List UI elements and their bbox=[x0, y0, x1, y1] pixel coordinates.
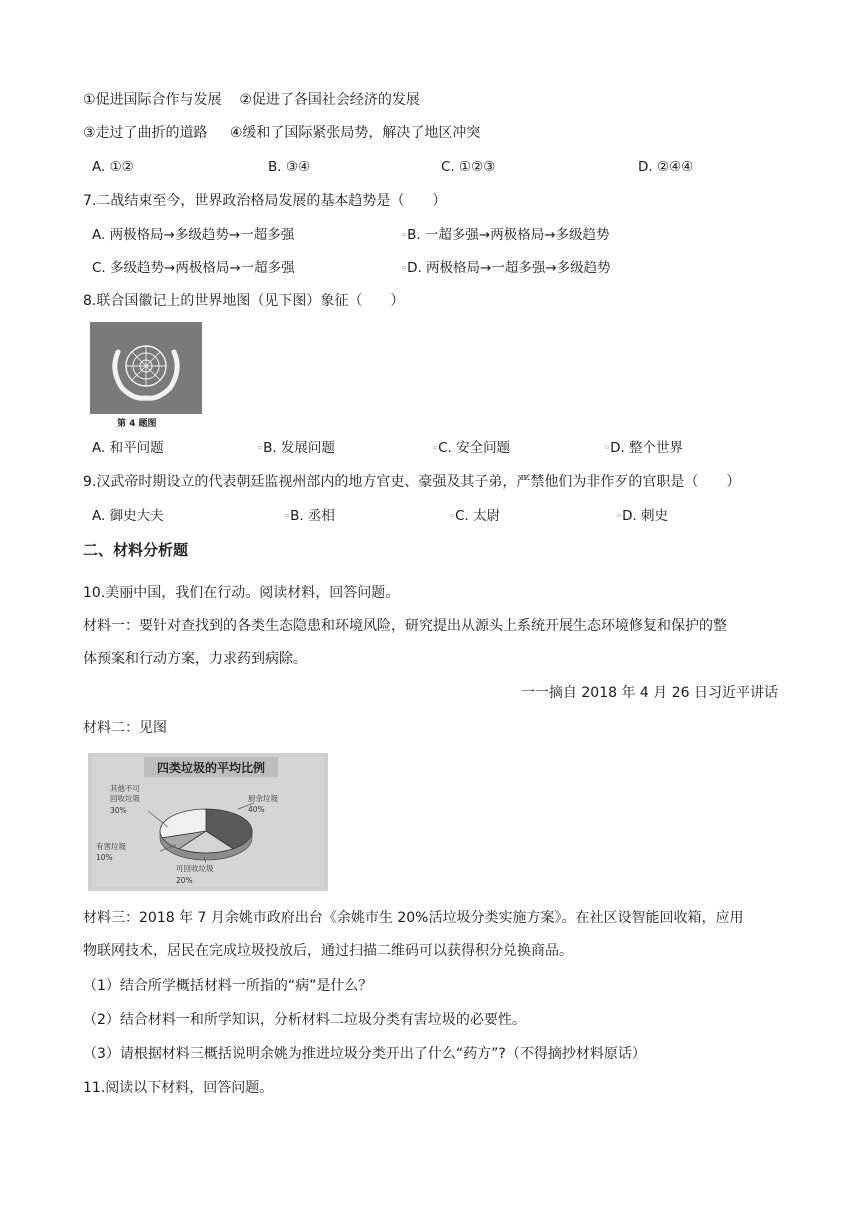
label-other-pct: 30% bbox=[110, 806, 127, 815]
statement-3-4-line bbox=[83, 123, 480, 143]
q8-option-c-wrap: ▫C. 安全问题 bbox=[433, 440, 511, 456]
q9-option-b: B. 丞相 bbox=[290, 508, 335, 524]
q8-option-b-wrap: ▫B. 发展问题 bbox=[258, 440, 335, 456]
sub-question-3: （3）请根据材料三概括说明余姚为推进垃圾分类开出了什么“药方”?（不得摘抄材料原话） bbox=[83, 1046, 646, 1062]
material-1-line-1: 材料一：要针对查找到的各类生态隐患和环境风险，研究提出从源头上系统开展生态环境修复和保护的整 bbox=[83, 618, 727, 634]
material-1-line-2: 体预案和行动方案，力求药到病除。 bbox=[83, 651, 307, 667]
label-other-line2: 回收垃圾 bbox=[110, 794, 140, 803]
q8-option-a: A. 和平问题 bbox=[92, 440, 164, 456]
q9-option-a: A. 御史大夫 bbox=[92, 508, 164, 524]
label-hazardous-pct: 10% bbox=[96, 853, 113, 862]
q9-option-c: C. 太尉 bbox=[455, 508, 501, 524]
garbage-pie-chart bbox=[88, 753, 328, 891]
label-recyclable-pct: 20% bbox=[176, 876, 193, 885]
q8-stem: 8.联合国徽记上的世界地图（见下图）象征（ ） bbox=[83, 293, 405, 309]
label-kitchen-pct: 40% bbox=[248, 805, 265, 814]
q8-option-b: B. 发展问题 bbox=[263, 440, 335, 456]
q7-option-b: B. 一超多强→两极格局→多级趋势 bbox=[407, 227, 610, 243]
material-3-line-1: 材料三：2018 年 7 月余姚市政府出台《余姚市生 20%活垃圾分类实施方案》。在社区设智能回收箱，应用 bbox=[83, 910, 744, 926]
q9-option-c-wrap: ▫C. 太尉 bbox=[450, 508, 501, 524]
q7-stem: 7.二战结束至今，世界政治格局发展的基本趋势是（ ） bbox=[83, 193, 447, 209]
q10-stem: 10.美丽中国，我们在行动。阅读材料，回答问题。 bbox=[83, 585, 400, 601]
material-2-label: 材料二：见图 bbox=[83, 720, 167, 736]
label-recyclable: 可回收垃圾 bbox=[176, 864, 214, 873]
q6-option-d: D. ②④④ bbox=[638, 159, 694, 175]
q6-option-b: B. ③④ bbox=[268, 159, 311, 175]
section-title: 二、材料分析题 bbox=[83, 541, 189, 559]
q7-option-b-wrap: ▫B. 一超多强→两极格局→多级趋势 bbox=[402, 227, 610, 243]
q9-option-d-wrap: ▫D. 刺史 bbox=[617, 508, 669, 524]
statement-2: ②促进了各国社会经济的发展 bbox=[239, 92, 420, 108]
statement-4: ④缓和了国际紧张局势，解决了地区冲突 bbox=[229, 125, 481, 141]
sub-question-1: （1）结合所学概括材料一所指的“病”是什么？ bbox=[83, 978, 373, 994]
material-3-line-2: 物联网技术，居民在完成垃圾投放后，通过扫描二维码可以获得积分兑换商品。 bbox=[83, 943, 573, 959]
label-kitchen: 厨余垃圾 bbox=[248, 794, 278, 803]
q11-stem: 11.阅读以下材料，回答问题。 bbox=[83, 1080, 274, 1096]
q9-stem: 9.汉武帝时期设立的代表朝廷监视州部内的地方官吏、豪强及其子弟，严禁他们为非作歹的官职是（ ） bbox=[83, 474, 741, 490]
pie-slices bbox=[160, 809, 252, 853]
q9-option-b-wrap: ▫B. 丞相 bbox=[285, 508, 335, 524]
q8-option-c: C. 安全问题 bbox=[438, 440, 511, 456]
q7-option-c: C. 多级趋势→两极格局→一超多强 bbox=[92, 260, 295, 276]
label-other-line1: 其他不可 bbox=[110, 784, 140, 793]
figure-caption: 第 4 题图 bbox=[117, 419, 157, 429]
q7-option-a: A. 两极格局→多级趋势→一超多强 bbox=[92, 227, 295, 243]
label-hazardous: 有害垃圾 bbox=[96, 842, 126, 851]
material-1-source: 一一摘自 2018 年 4 月 26 日习近平讲话 bbox=[520, 685, 778, 701]
q6-option-a: A. ①② bbox=[92, 159, 134, 175]
un-emblem-figure bbox=[90, 322, 202, 430]
statement-1-2-line bbox=[83, 90, 420, 110]
q8-option-d-wrap: ▫D. 整个世界 bbox=[605, 440, 684, 456]
q7-option-d: D. 两极格局→一超多强→多级趋势 bbox=[407, 260, 611, 276]
q9-option-d: D. 刺史 bbox=[622, 508, 669, 524]
chart-title: 四类垃圾的平均比例 bbox=[156, 761, 266, 775]
statement-3: ③走过了曲折的道路 bbox=[83, 125, 208, 141]
q8-option-d: D. 整个世界 bbox=[610, 440, 684, 456]
sub-question-2: （2）结合材料一和所学知识，分析材料二垃圾分类有害垃圾的必要性。 bbox=[83, 1012, 526, 1028]
statement-1: ①促进国际合作与发展 bbox=[83, 92, 222, 108]
q6-option-c: C. ①②③ bbox=[441, 159, 496, 175]
q7-option-d-wrap: ▫D. 两极格局→一超多强→多级趋势 bbox=[402, 260, 611, 276]
